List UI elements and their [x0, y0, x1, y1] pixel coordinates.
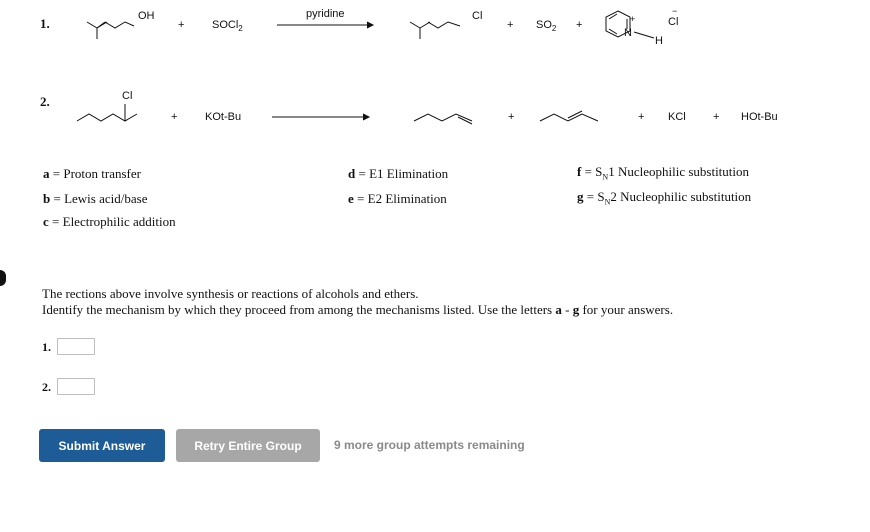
- reaction-2-arrow: [272, 112, 372, 122]
- thionyl-chloride-label: SOCl$_2$: [212, 19, 243, 34]
- product-2b-structure: [538, 105, 618, 125]
- tert-butanol-label: HOt-Bu: [741, 111, 778, 123]
- submit-answer-button[interactable]: Submit Answer: [39, 429, 165, 462]
- plus-sign: +: [507, 19, 514, 31]
- reaction-1-arrow: [277, 20, 377, 30]
- chloride-label: Cl: [472, 10, 483, 22]
- chloride-counterion: Cl: [668, 16, 679, 28]
- mechanism-g: $g = S_N2$ Nucleophilic substitution: [577, 189, 752, 207]
- pyridinium-hydrogen: H: [655, 35, 663, 47]
- plus-sign: +: [713, 111, 720, 123]
- potassium-chloride-label: KCl: [668, 111, 686, 123]
- plus-sign: +: [171, 111, 178, 123]
- chlorine-label: Cl: [122, 90, 133, 102]
- product-1-structure: [408, 8, 478, 48]
- attempts-remaining-text: 9 more group attempts remaining: [334, 438, 525, 452]
- reaction-2-number: 2.: [40, 94, 50, 109]
- reactant-1-structure: [85, 8, 145, 48]
- pyridine-condition-label: pyridine: [306, 8, 345, 20]
- pyridinium-nitrogen: N: [624, 27, 632, 39]
- mechanism-e: e = E2 Elimination: [348, 191, 447, 206]
- plus-sign: +: [576, 19, 583, 31]
- answer-2-label: 2.: [42, 380, 51, 394]
- question-line-2: Identify the mechanism by which they proceed from among the mechanisms listed. Use the letters a - g for your answers.: [42, 302, 674, 317]
- question-line-1: The rections above involve synthesis or reactions of alcohols and ethers.: [42, 286, 419, 301]
- product-2a-structure: [412, 105, 492, 125]
- reactant-2-structure: [75, 96, 155, 126]
- counterion-charge: −: [672, 6, 678, 16]
- plus-sign: +: [178, 19, 185, 31]
- pyridinium-charge: +: [630, 14, 636, 24]
- reaction-1-number: 1.: [40, 16, 50, 31]
- question-text: [42, 286, 673, 318]
- answer-1-input[interactable]: [57, 338, 95, 355]
- answer-1-label: 1.: [42, 340, 51, 354]
- plus-sign: +: [638, 111, 645, 123]
- mechanism-b: b = Lewis acid/base: [43, 191, 148, 206]
- mechanism-f: $f = S_N1$ Nucleophilic substitution: [577, 164, 750, 182]
- hydroxyl-label: OH: [138, 10, 155, 22]
- n-h-bond: [632, 30, 662, 42]
- left-edge-tab: [0, 270, 6, 286]
- pyridinium-ring-structure: [603, 8, 643, 48]
- mechanism-a: a = Proton transfer: [43, 166, 141, 181]
- sulfur-dioxide-label: $SO_2$: [536, 19, 557, 34]
- retry-entire-group-button[interactable]: Retry Entire Group: [176, 429, 320, 462]
- mechanism-c: c = Electrophilic addition: [43, 214, 176, 229]
- mechanism-d: d = E1 Elimination: [348, 166, 449, 181]
- potassium-tert-butoxide-label: KOt-Bu: [205, 111, 242, 123]
- plus-sign: +: [508, 111, 515, 123]
- answer-2-input[interactable]: [57, 378, 95, 395]
